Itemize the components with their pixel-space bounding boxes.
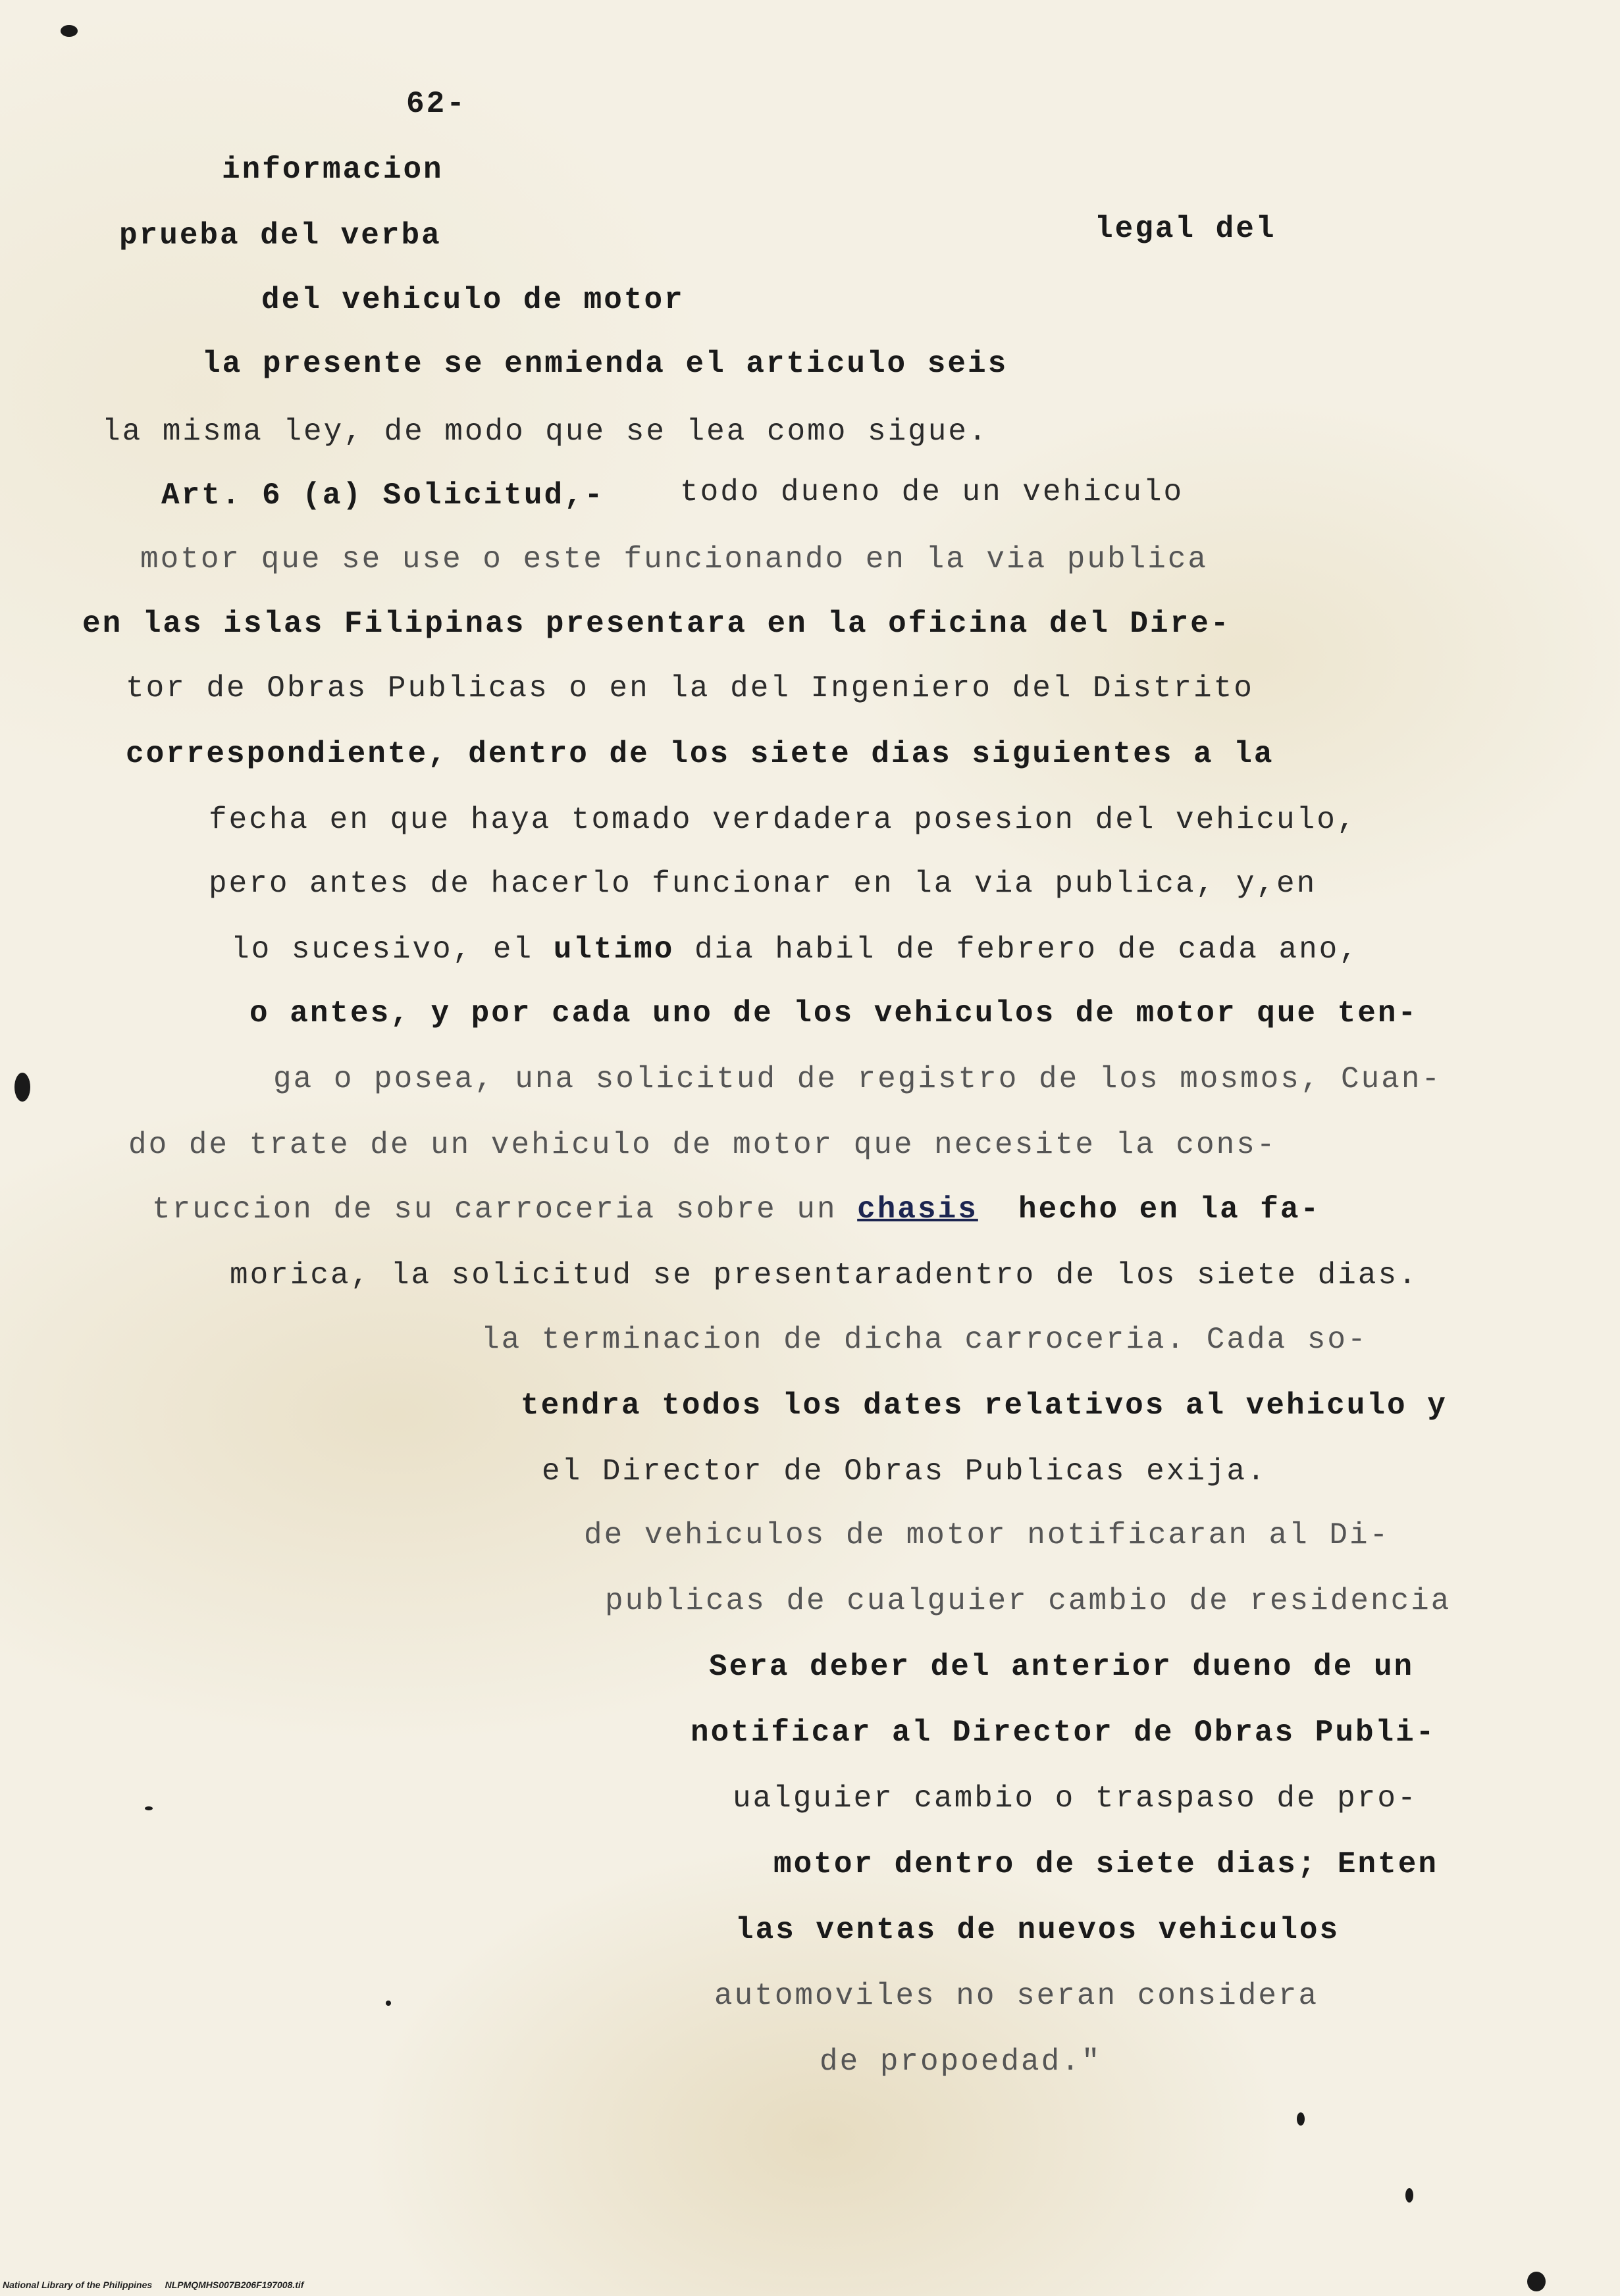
text-line: motor que se use o este funcionando en la via publica — [140, 542, 1209, 576]
text-line: todo dueno de un vehiculo — [680, 475, 1184, 509]
text-line: en las islas Filipinas presentara en la oficina del Dire- — [82, 607, 1231, 641]
text-line: o antes, y por cada uno de los vehiculos de motor que ten- — [249, 996, 1419, 1031]
text-line: legal del — [1095, 212, 1276, 246]
ink-spot — [386, 2001, 391, 2006]
text-line: del vehiculo de motor — [261, 283, 685, 317]
text-line: correspondiente, dentro de los siete dias siguientes a la — [126, 737, 1274, 771]
text-line: notificar al Director de Obras Publi- — [691, 1716, 1436, 1750]
page-number: 62- — [406, 87, 467, 121]
ink-spot — [1297, 2112, 1305, 2126]
text-line: morica, la solicitud se presentaradentro de los siete dias. — [230, 1258, 1419, 1292]
ink-spot — [145, 1806, 153, 1810]
text-line: las ventas de nuevos vehiculos — [735, 1913, 1340, 1947]
text-line: la terminacion de dicha carroceria. Cada so- — [481, 1323, 1368, 1357]
text-line — [152, 1191, 1320, 1228]
ink-spot — [14, 1073, 30, 1102]
text-fragment: lo sucesivo, el — [231, 932, 534, 967]
text-line: fecha en que haya tomado verdadera posesion del vehiculo, — [209, 803, 1357, 837]
text-fragment: hecho en la fa- — [1018, 1192, 1321, 1227]
text-line: ualguier cambio o traspaso de pro- — [733, 1781, 1418, 1816]
text-line: la misma ley, de modo que se lea como sigue. — [102, 415, 989, 449]
text-line: publicas de cualguier cambio de residencia — [605, 1584, 1451, 1618]
text-line: ga o posea, una solicitud de registro de los mosmos, Cuan- — [273, 1062, 1442, 1096]
text-line: Sera deber del anterior dueno de un — [709, 1650, 1415, 1684]
text-line: la presente se enmienda el articulo seis — [202, 347, 1008, 381]
text-line: tendra todos los dates relativos al vehiculo y — [521, 1389, 1448, 1423]
text-line: Art. 6 (a) Solicitud,- — [161, 478, 605, 513]
text-fragment: dia habil de febrero de cada ano, — [694, 932, 1359, 967]
text-line: prueba del verba — [119, 218, 442, 253]
text-line: el Director de Obras Publicas exija. — [542, 1454, 1267, 1489]
text-line: tor de Obras Publicas o en la del Ingeniero del Distrito — [126, 671, 1254, 705]
library-name: National Library of the Philippines — [3, 2280, 153, 2290]
text-line: motor dentro de siete dias; Enten — [773, 1847, 1438, 1881]
text-line: de propoedad." — [820, 2045, 1102, 2079]
text-line: pero antes de hacerlo funcionar en la via publica, y,en — [209, 867, 1317, 901]
text-fragment: chasis — [857, 1192, 978, 1227]
text-line: automoviles no seran considera — [714, 1979, 1319, 2013]
text-fragment: ultimo — [553, 932, 675, 967]
text-line: de vehiculos de motor notificaran al Di- — [584, 1518, 1390, 1552]
footer-caption — [3, 2280, 303, 2290]
ink-spot — [1405, 2188, 1413, 2203]
ink-spot — [61, 25, 78, 37]
text-line: do de trate de un vehiculo de motor que necesite la cons- — [128, 1128, 1277, 1162]
file-id: NLPMQMHS007B206F197008.tif — [165, 2280, 304, 2290]
ink-spot — [1527, 2272, 1546, 2291]
text-line: informacion — [222, 153, 444, 187]
text-fragment: truccion de su carroceria sobre un — [152, 1192, 837, 1227]
text-line — [231, 931, 1359, 968]
